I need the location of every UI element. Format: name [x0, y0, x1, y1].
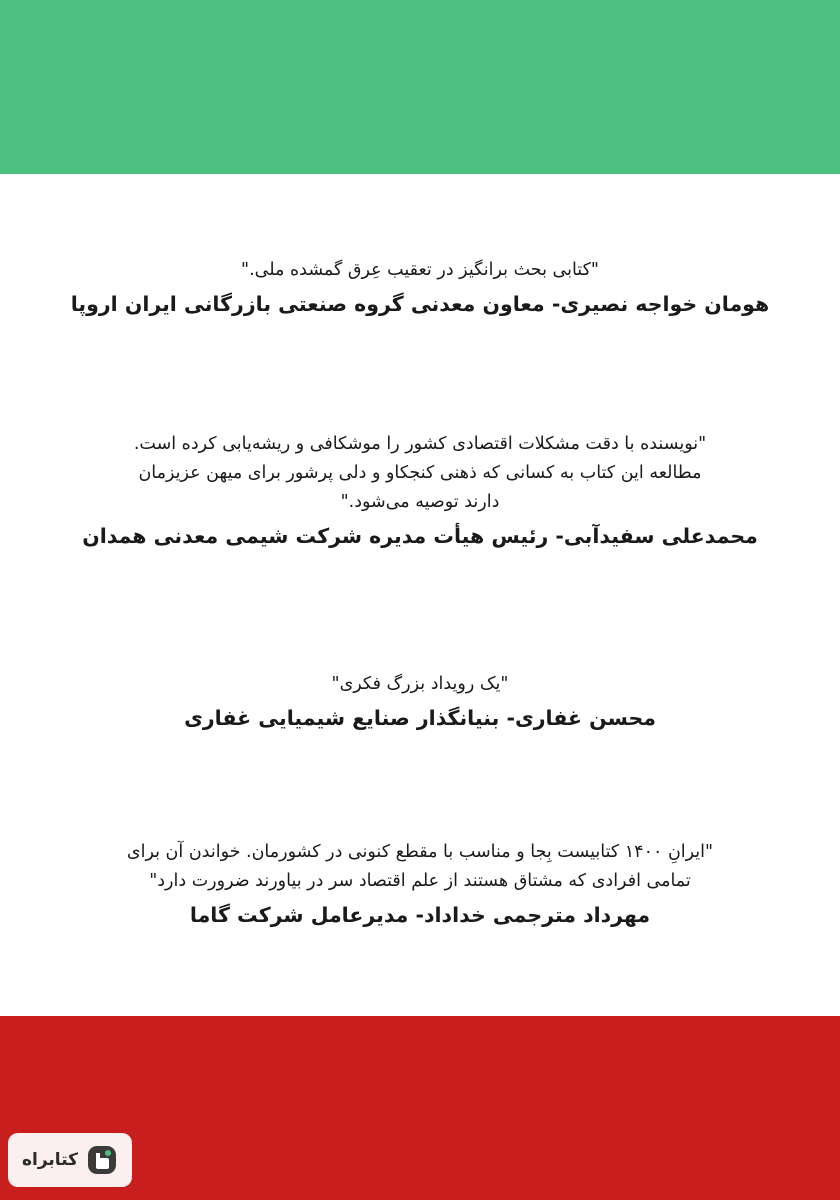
quote-line: مطالعه این کتاب به کسانی که ذهنی کنجکاو و دلی پرشور برای میهن عزیزمان: [138, 463, 702, 483]
testimonial-author: محمدعلی سفیدآبی- رئیس هیأت مدیره شرکت شیمی معدنی همدان: [82, 524, 758, 548]
testimonial-quote: [40, 256, 800, 285]
ketabrah-logo-icon: [86, 1144, 118, 1176]
testimonial-quote: [40, 430, 800, 517]
quote-line: "ایرانِ ۱۴۰۰ کتابیست بِجا و مناسب با مقطع کنونی در کشورمان. خواندن آن برای: [126, 842, 714, 862]
quote-line: تمامی افرادی که مشتاق هستند از علم اقتصاد سر در بیاورند ضرورت دارد": [149, 871, 691, 891]
testimonial-quote: [40, 838, 800, 896]
quote-line: "یک رویداد بزرگ فکری": [331, 674, 509, 694]
ketabrah-watermark: [8, 1133, 132, 1187]
testimonial-author: محسن غفاری- بنیانگذار صنایع شیمیایی غفاری: [184, 706, 656, 730]
quote-line: "نویسنده با دقت مشکلات اقتصادی کشور را موشکافی و ریشه‌یابی کرده است.: [133, 434, 707, 454]
testimonial-4: [40, 838, 800, 931]
testimonial-2: [40, 430, 800, 552]
watermark-label: کتابراه: [21, 1150, 79, 1170]
testimonial-author: هومان خواجه نصیری- معاون معدنی گروه صنعتی بازرگانی ایران اروپا: [70, 292, 770, 316]
testimonial-quote: [40, 670, 800, 699]
quote-line: "کتابی بحث برانگیز در تعقیب عِرق گمشده ملی.": [241, 260, 599, 280]
testimonials-section: [40, 0, 800, 1200]
quote-line: دارند توصیه می‌شود.": [340, 492, 500, 512]
testimonial-1: [40, 256, 800, 320]
testimonial-3: [40, 670, 800, 734]
testimonial-author: مهرداد مترجمی خداداد- مدیرعامل شرکت گاما: [189, 903, 651, 927]
